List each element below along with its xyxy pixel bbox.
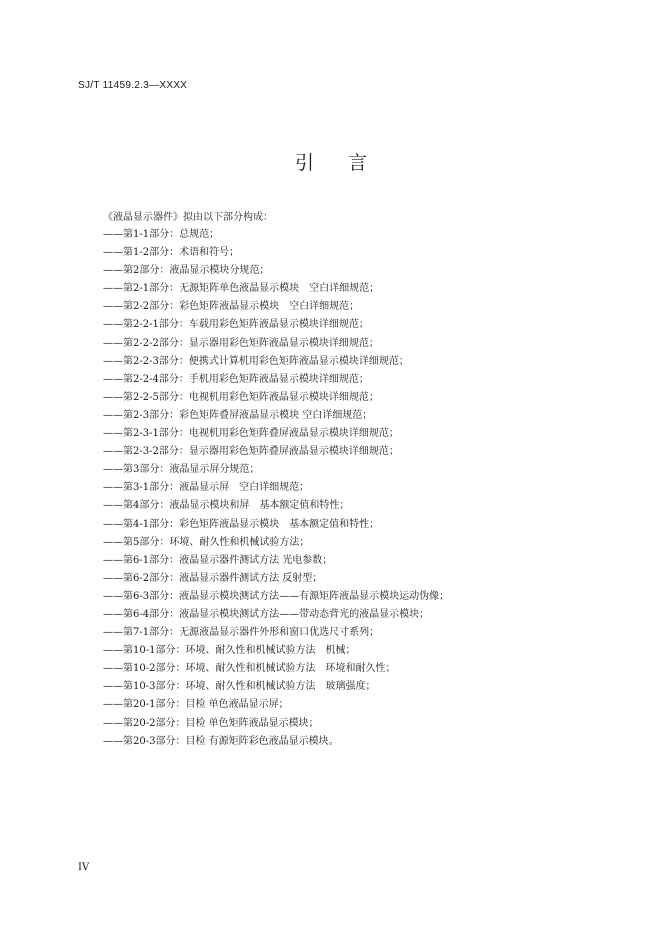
list-item: ——第10-1部分：环境、耐久性和机械试验方法 机械； — [103, 645, 356, 657]
list-item: ——第10-2部分：环境、耐久性和机械试验方法 环境和耐久性； — [103, 663, 396, 675]
list-item: ——第6-2部分：液晶显示器件测试方法 反射型； — [103, 572, 323, 584]
list-item: ——第6-4部分：液晶显示模块测试方法——带动态背光的液晶显示模块； — [103, 608, 430, 620]
list-item: ——第20-1部分：目检 单色液晶显示屏； — [103, 699, 289, 711]
list-item: ——第2-2-5部分：电视机用彩色矩阵液晶显示模块详细规范； — [103, 391, 379, 403]
list-item: ——第2部分：液晶显示模块分规范； — [103, 265, 270, 277]
list-item: ——第20-3部分：目检 有源矩阵彩色液晶显示模块。 — [103, 735, 339, 747]
list-item: ——第2-2-3部分：便携式计算机用彩色矩阵液晶显示模块详细规范； — [103, 355, 409, 367]
list-item: ——第10-3部分：环境、耐久性和机械试验方法 玻璃强度； — [103, 681, 376, 693]
list-item: ——第3部分：液晶显示屏分规范； — [103, 464, 260, 476]
list-item: ——第2-2-2部分：显示器用彩色矩阵液晶显示模块详细规范； — [103, 337, 379, 349]
list-item: ——第4部分：液晶显示模块和屏 基本额定值和特性； — [103, 500, 350, 512]
list-item: ——第3-1部分：液晶显示屏 空白详细规范； — [103, 482, 310, 494]
list-item: ——第2-2-4部分：手机用彩色矩阵液晶显示模块详细规范； — [103, 373, 369, 385]
list-item: ——第5部分：环境、耐久性和机械试验方法； — [103, 536, 310, 548]
list-item: ——第7-1部分：无源液晶显示器件外形和窗口优选尺寸系列； — [103, 627, 380, 639]
list-item: ——第2-2-1部分：车载用彩色矩阵液晶显示模块详细规范； — [103, 319, 369, 331]
list-item: ——第2-3部分：彩色矩阵叠屏液晶显示模块 空白详细规范； — [103, 409, 373, 421]
list-item: ——第1-1部分：总规范； — [103, 229, 220, 240]
list-item: ——第2-3-2部分：显示器用彩色矩阵叠屏液晶显示模块详细规范； — [103, 446, 399, 458]
list-item: ——第2-2部分：彩色矩阵液晶显示模块 空白详细规范； — [103, 301, 360, 313]
intro-text: 《液晶显示器件》拟由以下部分构成： — [103, 212, 273, 223]
page-number: IV — [78, 862, 90, 873]
list-item: ——第1-2部分：术语和符号； — [103, 247, 240, 259]
parts-list — [103, 226, 449, 751]
list-item: ——第20-2部分：目检 单色矩阵液晶显示模块； — [103, 717, 319, 729]
list-item: ——第2-3-1部分：电视机用彩色矩阵叠屏液晶显示模块详细规范； — [103, 428, 399, 440]
list-item: ——第6-1部分：液晶显示器件测试方法 光电参数； — [103, 554, 333, 566]
list-item: ——第6-3部分：液晶显示模块测试方法——有源矩阵液晶显示模块运动伪像； — [103, 590, 450, 602]
list-item: ——第2-1部分：无源矩阵单色液晶显示模块 空白详细规范； — [103, 283, 380, 295]
list-item: ——第4-1部分：彩色矩阵液晶显示模块 基本额定值和特性； — [103, 518, 380, 530]
page-title: 引言 — [294, 152, 401, 174]
document-code: SJ/T 11459.2.3—XXXX — [78, 80, 188, 91]
